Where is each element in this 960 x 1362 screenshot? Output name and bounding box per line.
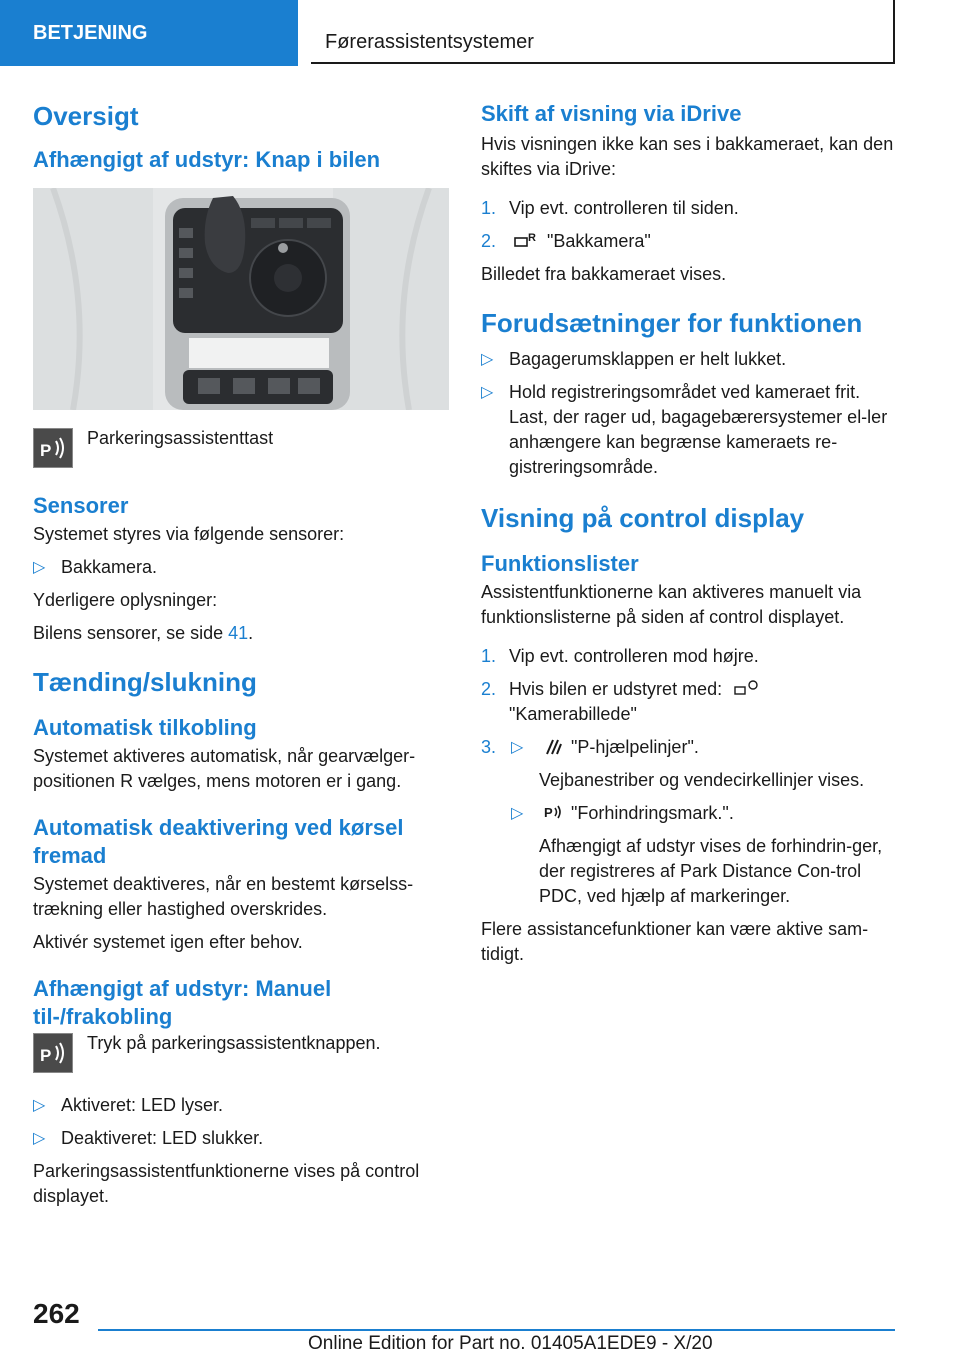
sub-text: Afhængigt af udstyr vises de forhindrin-ger, der registreres af Park Distance Con-trol PDC, ved hjælp af markeringer. — [539, 836, 883, 906]
heading-manuel: Afhængigt af udstyr: Manuel til-/frakobling — [33, 976, 332, 1029]
heading-taending: Tænding/slukning — [33, 667, 257, 697]
list-item: 2. R "Bakkamera" — [481, 231, 651, 251]
list-item: 1. Vip evt. controlleren til siden. — [481, 198, 739, 218]
chapter-title: Førerassistentsystemer — [311, 0, 895, 64]
right-column — [481, 100, 901, 975]
list-item: ▷ Deaktiveret: LED slukker. — [33, 1128, 264, 1148]
list-item: 1. Vip evt. controlleren mod højre. — [481, 646, 759, 666]
list-item: 3. ▷ "P-hjælpelinjer". — [481, 737, 699, 757]
heading-sensorer: Sensorer — [33, 493, 129, 518]
heading-oversigt: Oversigt — [33, 101, 139, 131]
camera-settings-icon — [731, 678, 757, 698]
guidelines-icon — [543, 736, 563, 756]
svg-text:P: P — [40, 441, 52, 460]
svg-text:P: P — [40, 1046, 52, 1065]
heading-knap: Afhængigt af udstyr: Knap i bilen — [33, 147, 381, 172]
flere-text: Flere assistancefunktioner kan være aktive sam-tidigt. — [481, 919, 869, 964]
yderligere-text: Yderligere oplysninger: — [33, 590, 218, 610]
heading-auto-deakt: Automatisk deaktivering ved kørsel fremad — [33, 815, 404, 868]
heading-funktion: Funktionslister — [481, 551, 639, 576]
skift-text: Hvis visningen ikke kan ses i bakkameraet, kan den skiftes via iDrive: — [481, 134, 894, 179]
list-item: ▷ Bagagerumsklappen er helt lukket. — [481, 349, 787, 369]
heading-skift: Skift af visning via iDrive — [481, 101, 742, 126]
parking-key-caption — [33, 428, 449, 468]
car-console-photo — [33, 188, 449, 410]
sub-text: Vejbanestriber og vendecirkellinjer vises. — [539, 770, 865, 790]
list-item: ▷ Aktiveret: LED lyser. — [33, 1095, 224, 1115]
list-item: ▷ Hold registreringsområdet ved kameraet frit. Last, der rager ud, bagagebærersystemer el-ler anhængere kan begrænse kameraets re-gistreringsområde. — [481, 382, 888, 477]
console-illustration — [33, 188, 449, 410]
svg-text:P: P — [544, 805, 553, 820]
heading-forud: Forudsætninger for funktionen — [481, 308, 863, 338]
auto-deakt-text: Systemet deaktiveres, når en bestemt kørselss-trækning eller hastighed overskrides. — [33, 874, 414, 919]
list-item: ▷ Bakkamera. — [33, 557, 158, 577]
tryk-row — [33, 1033, 449, 1073]
vises-text: Parkeringsassistentfunktionerne vises på control displayet. — [33, 1161, 420, 1206]
list-item: 2. Hvis bilen er udstyret med: "Kamerabillede" — [481, 677, 901, 727]
footer-divider — [98, 1329, 895, 1331]
list-item: ▷ P "Forhindringsmark.". — [511, 803, 734, 823]
heading-auto-til: Automatisk tilkobling — [33, 715, 257, 740]
left-column — [33, 100, 449, 1217]
page-link[interactable]: 41 — [228, 623, 249, 643]
footer-edition: Online Edition for Part no. 01405A1EDE9 - X/20 — [308, 1333, 713, 1354]
svg-text:R: R — [528, 232, 536, 244]
bilens-text: Bilens sensorer, se side 41. — [33, 623, 254, 643]
icon-caption: Parkeringsassistenttast — [87, 428, 274, 448]
aktiver-text: Aktivér systemet igen efter behov. — [33, 932, 303, 952]
parking-assistant-icon — [33, 428, 73, 468]
parking-assistant-icon — [33, 1033, 73, 1073]
sensorer-text: Systemet styres via følgende sensorer: — [33, 524, 345, 544]
auto-til-text: Systemet aktiveres automatisk, når gearvælger-positionen R vælges, mens motoren er i gang. — [33, 746, 416, 791]
billedet-text: Billedet fra bakkameraet vises. — [481, 264, 727, 284]
funktion-text: Assistentfunktionerne kan aktiveres manuelt via funktionslisterne på siden af control displayet. — [481, 582, 862, 627]
camera-icon — [513, 230, 539, 250]
section-tab: BETJENING — [0, 0, 298, 66]
obstacle-marking-icon — [543, 802, 563, 822]
tryk-text: Tryk på parkeringsassistentknappen. — [87, 1033, 381, 1053]
heading-visning: Visning på control display — [481, 503, 805, 533]
page-number: 262 — [33, 1298, 80, 1329]
